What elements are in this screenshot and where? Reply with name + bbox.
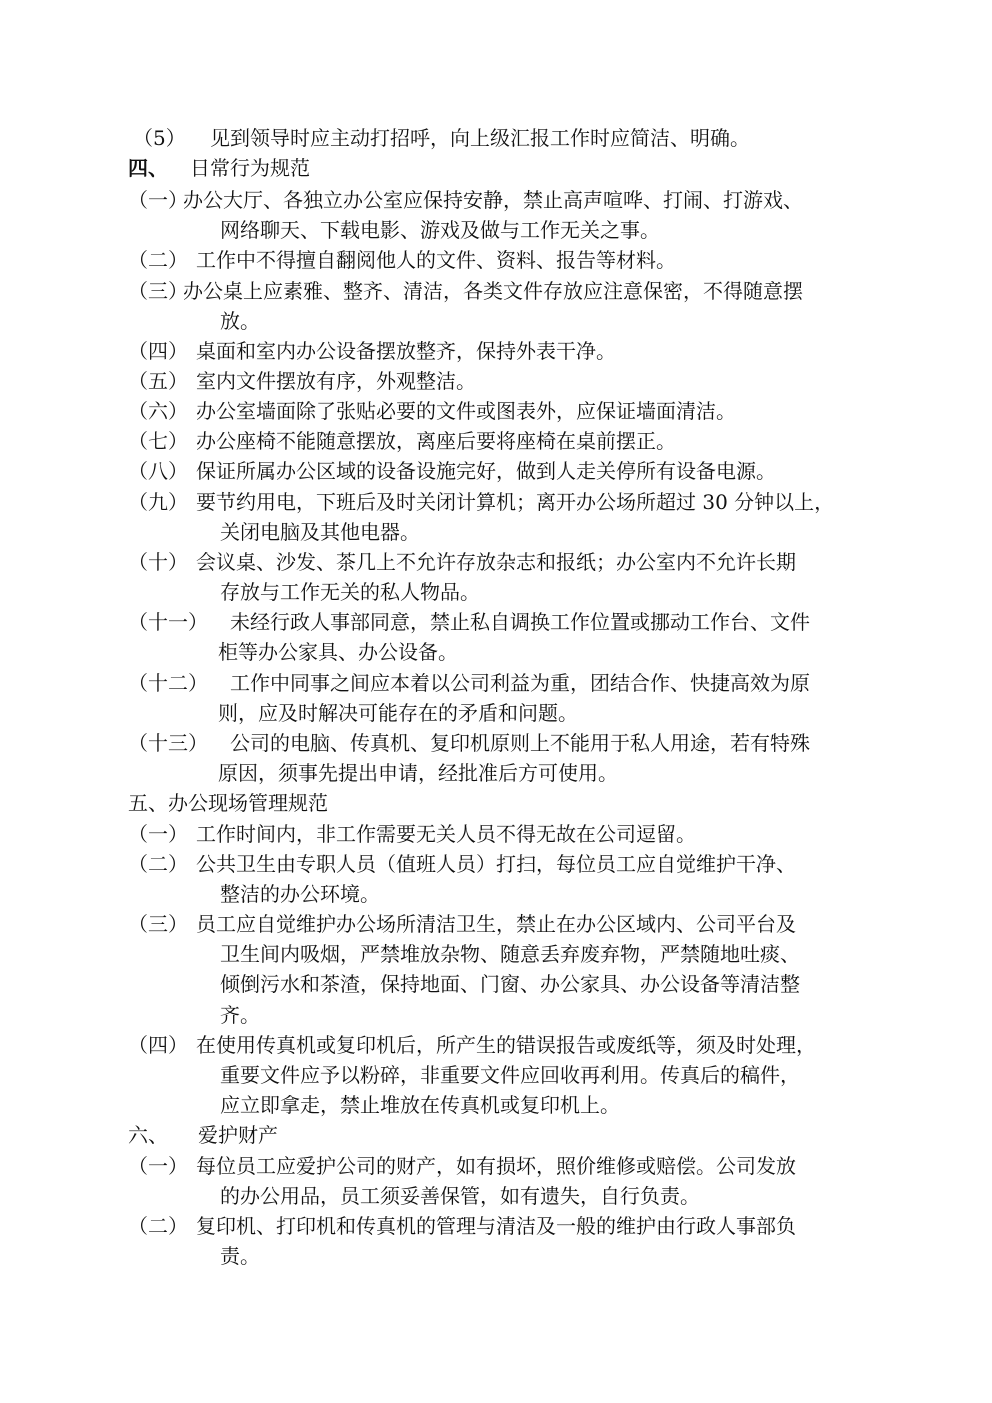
list-item-number: （六） — [128, 399, 188, 423]
list-item-text: 未经行政人事部同意，禁止私自调换工作位置或挪动工作台、文件 — [230, 610, 810, 634]
list-item-number: （十一） — [128, 610, 208, 634]
list-item-text: 办公室墙面除了张贴必要的文件或图表外，应保证墙面清洁。 — [196, 399, 736, 423]
list-item-text: 齐。 — [220, 1003, 260, 1027]
list-item-number: （四） — [128, 1033, 188, 1057]
list-item-number: （一） — [128, 1154, 188, 1178]
list-item-number: （二） — [128, 248, 188, 272]
list-item-text: 办公桌上应素雅、整齐、清洁，各类文件存放应注意保密，不得随意摆 — [183, 279, 803, 303]
list-item-text: 保证所属办公区域的设备设施完好，做到人走关停所有设备电源。 — [196, 459, 776, 483]
list-item-number: （三） — [128, 279, 188, 303]
list-item-text: 重要文件应予以粉碎，非重要文件应回收再利用。传真后的稿件， — [220, 1063, 800, 1087]
list-item-text: 放。 — [220, 309, 260, 333]
list-item-number: （五） — [128, 369, 188, 393]
list-item-text: 责。 — [220, 1244, 260, 1268]
section-title: 五、办公现场管理规范 — [128, 791, 328, 815]
section-title: 日常行为规范 — [190, 156, 310, 180]
list-item-number: （一） — [128, 822, 188, 846]
list-item-text: 网络聊天、下载电影、游戏及做与工作无关之事。 — [220, 218, 660, 242]
list-item-text: 存放与工作无关的私人物品。 — [220, 580, 480, 604]
list-item-text: 公司的电脑、传真机、复印机原则上不能用于私人用途，若有特殊 — [230, 731, 810, 755]
list-item-number: （二） — [128, 1214, 188, 1238]
list-item-text: 柜等办公家具、办公设备。 — [218, 640, 458, 664]
list-item-number: （十） — [128, 550, 188, 574]
list-item-number: （二） — [128, 852, 188, 876]
list-item-text: 工作时间内，非工作需要无关人员不得无故在公司逗留。 — [196, 822, 696, 846]
list-item-text: 工作中同事之间应本着以公司利益为重，团结合作、快捷高效为原 — [230, 671, 810, 695]
list-item-text: 室内文件摆放有序，外观整洁。 — [196, 369, 476, 393]
list-item-text: 的办公用品，员工须妥善保管，如有遗失，自行负责。 — [220, 1184, 700, 1208]
list-item-number: （四） — [128, 339, 188, 363]
list-item-number: （十二） — [128, 671, 208, 695]
section-title: 爱护财产 — [198, 1123, 278, 1147]
list-item-text: 原因，须事先提出申请，经批准后方可使用。 — [218, 761, 618, 785]
list-item-text: 要节约用电，下班后及时关闭计算机；离开办公场所超过 30 分钟以上， — [196, 490, 835, 514]
list-item-text: 倾倒污水和茶渣，保持地面、门窗、办公家具、办公设备等清洁整 — [220, 972, 800, 996]
list-item-text: 复印机、打印机和传真机的管理与清洁及一般的维护由行政人事部负 — [196, 1214, 796, 1238]
list-item-text: 关闭电脑及其他电器。 — [220, 520, 420, 544]
list-item-text: 会议桌、沙发、茶几上不允许存放杂志和报纸；办公室内不允许长期 — [196, 550, 796, 574]
list-item-text: 应立即拿走，禁止堆放在传真机或复印机上。 — [220, 1093, 620, 1117]
list-item-text: 员工应自觉维护办公场所清洁卫生，禁止在办公区域内、公司平台及 — [196, 912, 796, 936]
section-number: 六、 — [128, 1123, 168, 1147]
list-item-text: 整洁的办公环境。 — [220, 882, 380, 906]
list-item-number: （三） — [128, 912, 188, 936]
list-item-text: 在使用传真机或复印机后，所产生的错误报告或废纸等，须及时处理， — [196, 1033, 816, 1057]
list-item-text: 每位员工应爱护公司的财产，如有损坏，照价维修或赔偿。公司发放 — [196, 1154, 796, 1178]
paragraph-text: 见到领导时应主动打招呼，向上级汇报工作时应简洁、明确。 — [210, 126, 750, 150]
list-item-number: （一） — [128, 188, 188, 212]
list-item-text: 工作中不得擅自翻阅他人的文件、资料、报告等材料。 — [196, 248, 676, 272]
list-item-text: 桌面和室内办公设备摆放整齐，保持外表干净。 — [196, 339, 616, 363]
list-item-text: 公共卫生由专职人员（值班人员）打扫，每位员工应自觉维护干净、 — [196, 852, 796, 876]
section-number: 四、 — [128, 156, 168, 180]
list-item-number: （九） — [128, 490, 188, 514]
list-item-text: 卫生间内吸烟，严禁堆放杂物、随意丢弃废弃物，严禁随地吐痰、 — [220, 942, 800, 966]
list-item-text: 办公大厅、各独立办公室应保持安静，禁止高声喧哗、打闹、打游戏、 — [183, 188, 803, 212]
list-item-text: 则，应及时解决可能存在的矛盾和问题。 — [218, 701, 578, 725]
list-item-text: 办公座椅不能随意摆放，离座后要将座椅在桌前摆正。 — [196, 429, 676, 453]
list-item-number: （八） — [128, 459, 188, 483]
list-item-number: （七） — [128, 429, 188, 453]
list-item-number: （十三） — [128, 731, 208, 755]
paragraph-number: （5） — [133, 126, 186, 150]
